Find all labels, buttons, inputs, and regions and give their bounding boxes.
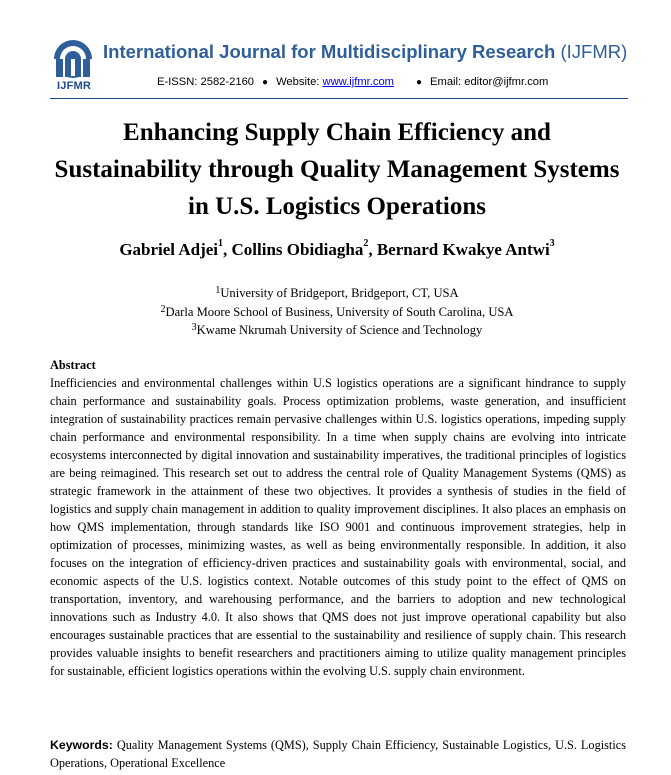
bullet-icon: ● (416, 77, 423, 88)
keywords-label: Keywords: (50, 738, 113, 752)
affiliation-text: Darla Moore School of Business, University of South Carolina, USA (165, 304, 514, 319)
website-label: Website: (276, 76, 320, 88)
keywords-section (50, 736, 626, 772)
journal-name-text: International Journal for Multidisciplinary Research (103, 41, 556, 62)
affiliation-text: Kwame Nkrumah University of Science and Technology (196, 323, 483, 337)
affiliation-mark: 2 (160, 303, 166, 315)
email: Email: editor@ijfmr.com (430, 76, 549, 88)
keywords-text: Quality Management Systems (QMS), Supply Chain Efficiency, Sustainable Logistics, U.S. Logistics Operations, Operational Excellence (50, 738, 627, 770)
author-list: Gabriel Adjei$^1$, Collins Obidiagha$^2$, Bernard Kwakye Antwi$^3$ (119, 238, 555, 259)
author-name: Bernard Kwakye Antwi (376, 240, 550, 259)
abstract-section (50, 356, 626, 680)
journal-info-line (157, 76, 548, 88)
journal-abbr: (IJFMR) (560, 41, 628, 62)
logo-text: IJFMR (57, 80, 91, 92)
affiliation-line (50, 321, 624, 340)
author-name: Collins Obidiagha (231, 240, 364, 259)
eissn: E-ISSN: 2582-2160 (157, 76, 255, 88)
website-link[interactable]: www.ijfmr.com (322, 76, 394, 88)
header-divider (50, 98, 628, 99)
bullet-icon: ● (262, 77, 269, 88)
affiliation-text: University of Bridgeport, Bridgeport, CT, USA (220, 286, 459, 300)
abstract-heading: Abstract (50, 358, 96, 372)
journal-name (103, 41, 627, 63)
affiliation-line (50, 303, 624, 322)
paper-title: Enhancing Supply Chain Efficiency and Sustainability through Quality Management Systems in U.S. Logistics Operations (54, 119, 620, 220)
affiliation-mark: 1 (215, 285, 221, 296)
author-mark: 3 (549, 238, 555, 249)
affiliation-line (50, 284, 624, 303)
abstract-body: Inefficiencies and environmental challenges within U.S logistics operations are a significant hindrance to supply chain performance and sustainability goals. Process optimization problems, waste generation, and insufficient integration of sustainability practices remain pervasive challenges within U.S. logistics operations, impeding supply chain performance and environmental responsibility. In a time when supply chains are evolving into intricate ecosystems interconnected by digital innovation and sustainability imperatives, the traditional principles of logistics are being reimagined. This research set out to address the central role of Quality Management Systems (QMS) as strategic framework in the attainment of these two objectives. It provides a synthesis of studies in the field of logistics and supply chain management in addition to quality improvement disciplines. It also places an emphasis on how QMS implementation, through standards like ISO 9001 and continuous improvement strategies, help in optimization of processes, minimizing wastes, as well as being environmentally responsible. In addition, it also focuses on the integration of efficiency-driven practices and sustainability goals with environmental, social, and economic aspects of the U.S. logistics context. Notable outcomes of this study point to the effect of QMS on transportation, inventory, and warehousing performance, and the barriers to adoption and new technological innovations such as Industry 4.0. It also shows that QMS does not just improve operational capability but also encourages sustainable practices that are essential to the sustainability and resilience of supply chain. This research provides valuable insights to benefit researchers and practitioners aiming to utilize quality management principles for sustainable, efficient logistics operations within the evolving U.S. supply chain environment. (50, 376, 626, 678)
author-mark: 2 (363, 238, 369, 249)
author-mark: 1 (218, 238, 224, 249)
affiliations (50, 284, 624, 340)
author-name: Gabriel Adjei (119, 240, 219, 259)
journal-header (50, 38, 630, 96)
affiliation-mark: 3 (191, 322, 197, 333)
